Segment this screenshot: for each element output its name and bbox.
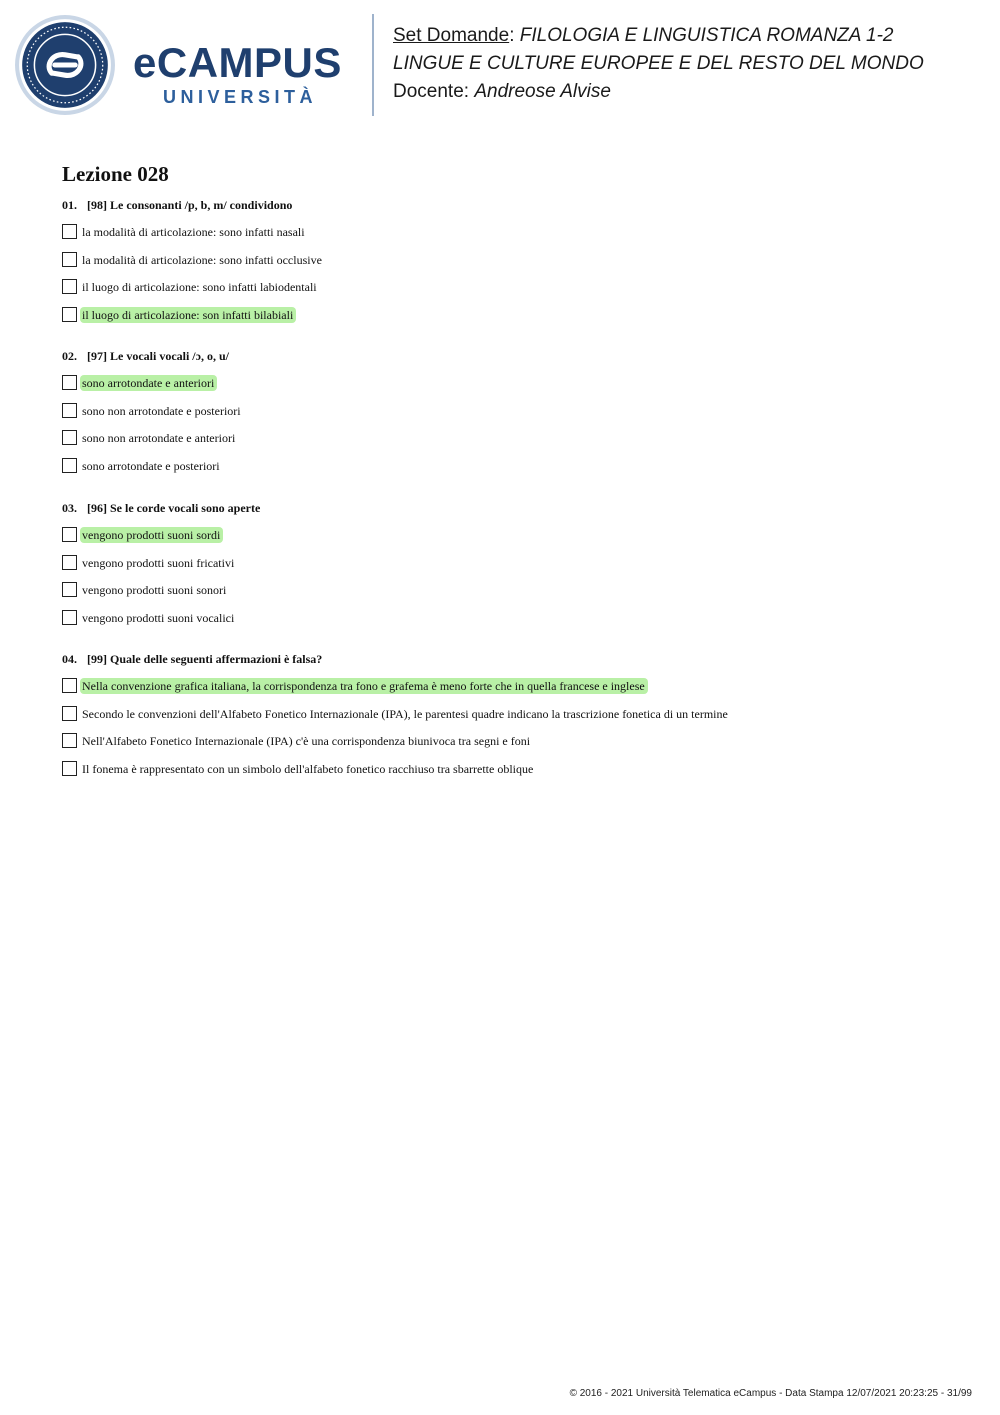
answer-checkbox[interactable] — [62, 307, 77, 322]
question-prompt: [96] Se le corde vocali sono aperte — [87, 501, 261, 515]
answer-text: vengono prodotti suoni vocalici — [82, 610, 235, 625]
answer-text: Secondo le convenzioni dell'Alfabeto Fonetico Internazionale (IPA), le parentesi quadre indicano la trascrizione fonetica di un termine — [82, 706, 728, 721]
question-prompt: [99] Quale delle seguenti affermazioni è falsa? — [87, 652, 323, 666]
answer-checkbox[interactable] — [62, 582, 77, 597]
answer-option — [62, 224, 942, 252]
question-number: 02. — [62, 349, 77, 363]
answer-text: Nell'Alfabeto Fonetico Internazionale (IPA) c'è una corrispondenza biunivoca tra segni e foni — [82, 734, 531, 749]
docente-label: Docente: — [393, 81, 475, 102]
answer-checkbox[interactable] — [62, 678, 77, 693]
answer-checkbox[interactable] — [62, 224, 77, 239]
course-title-line — [393, 22, 924, 50]
question-block — [62, 198, 942, 334]
answer-checkbox[interactable] — [62, 252, 77, 267]
answer-checkbox[interactable] — [62, 279, 77, 294]
question-prompt: [98] Le consonanti /p, b, m/ condividono — [87, 198, 293, 212]
question-block — [62, 652, 942, 788]
header-divider — [372, 14, 374, 116]
answer-option — [62, 610, 942, 638]
answer-checkbox[interactable] — [62, 706, 77, 721]
answer-option — [62, 252, 942, 280]
question-number: 01. — [62, 198, 77, 212]
page-header — [0, 0, 1000, 130]
question-number: 03. — [62, 501, 77, 515]
answer-text: vengono prodotti suoni sordi — [80, 527, 223, 543]
question-text — [62, 501, 942, 515]
brand-subtitle: UNIVERSITÀ — [163, 87, 318, 107]
lesson-title: Lezione 028 — [62, 162, 169, 186]
answer-option — [62, 761, 942, 789]
answer-option-highlighted — [62, 307, 942, 335]
course-title: FILOLOGIA E LINGUISTICA ROMANZA 1-2 — [519, 25, 894, 46]
set-domande-label: Set Domande — [393, 25, 510, 46]
ecampus-wordmark — [133, 40, 358, 114]
question-block — [62, 349, 942, 485]
answer-text: vengono prodotti suoni fricativi — [82, 555, 235, 570]
docente-line — [393, 78, 924, 106]
answer-text: sono non arrotondate e posteriori — [82, 403, 241, 418]
set-separator: : — [509, 25, 520, 46]
course-subtitle: LINGUE E CULTURE EUROPEE E DEL RESTO DEL MONDO — [393, 53, 924, 74]
answer-option — [62, 279, 942, 307]
question-text — [62, 349, 942, 363]
answer-checkbox[interactable] — [62, 610, 77, 625]
question-text — [62, 198, 942, 212]
answer-checkbox[interactable] — [62, 555, 77, 570]
answer-checkbox[interactable] — [62, 761, 77, 776]
answer-checkbox[interactable] — [62, 403, 77, 418]
answer-text: vengono prodotti suoni sonori — [82, 583, 227, 598]
answer-text: Il fonema è rappresentato con un simbolo dell'alfabeto fonetico racchiuso tra sbarrette oblique — [82, 761, 534, 776]
answer-option-highlighted — [62, 678, 942, 706]
question-block — [62, 501, 942, 637]
brand-name: eCAMPUS — [133, 39, 342, 86]
answer-option — [62, 582, 942, 610]
answer-option — [62, 403, 942, 431]
question-number: 04. — [62, 652, 77, 666]
page-footer: © 2016 - 2021 Università Telematica eCampus - Data Stampa 12/07/2021 20:23:25 - 31/99 — [569, 1388, 972, 1399]
ecampus-seal-icon — [14, 14, 116, 116]
question-text — [62, 652, 942, 666]
answer-text: la modalità di articolazione: sono infatti occlusive — [82, 252, 322, 267]
answer-checkbox[interactable] — [62, 733, 77, 748]
answer-option — [62, 555, 942, 583]
answer-text: la modalità di articolazione: sono infatti nasali — [82, 225, 305, 239]
answer-option — [62, 430, 942, 458]
answer-option-highlighted — [62, 375, 942, 403]
answer-option — [62, 706, 942, 734]
course-info — [393, 22, 924, 106]
answer-checkbox[interactable] — [62, 527, 77, 542]
answer-text: il luogo di articolazione: sono infatti labiodentali — [82, 280, 317, 295]
answer-text: Nella convenzione grafica italiana, la corrispondenza tra fono e grafema è meno forte che in quella francese e inglese — [80, 678, 648, 694]
answer-option — [62, 458, 942, 486]
answer-text: sono non arrotondate e anteriori — [82, 431, 236, 446]
docente-name: Andreose Alvise — [474, 81, 611, 102]
answer-option — [62, 733, 942, 761]
question-prompt: [97] Le vocali vocali /ɔ, o, u/ — [87, 349, 229, 363]
answer-option-highlighted — [62, 527, 942, 555]
answer-checkbox[interactable] — [62, 458, 77, 473]
answer-checkbox[interactable] — [62, 375, 77, 390]
answer-checkbox[interactable] — [62, 430, 77, 445]
answer-text: sono arrotondate e posteriori — [82, 458, 220, 473]
answer-text: il luogo di articolazione: son infatti bilabiali — [80, 307, 296, 323]
answer-text: sono arrotondate e anteriori — [80, 375, 217, 391]
